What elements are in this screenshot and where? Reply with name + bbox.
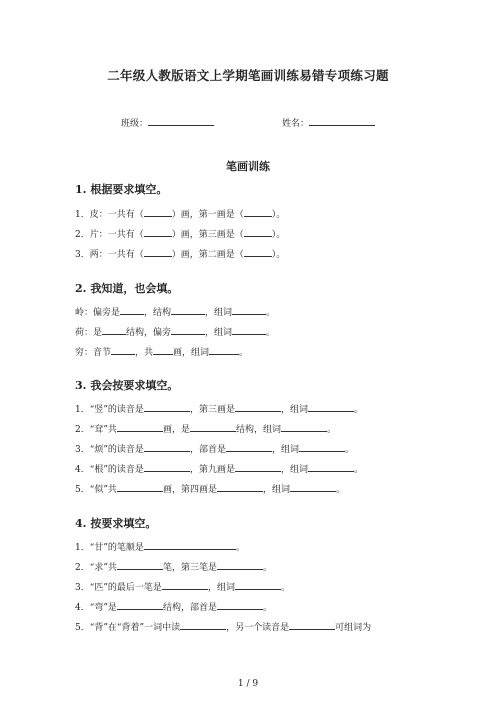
answer-blank[interactable]: [144, 463, 190, 472]
text: 4．“根”的读音是: [75, 465, 144, 475]
text: 。: [235, 543, 245, 553]
text: 。: [353, 405, 363, 415]
text: 3．“匹”的最后一笔是: [75, 583, 162, 593]
text: 。: [262, 563, 272, 573]
text: ，组词: [271, 445, 299, 455]
class-blank[interactable]: [148, 116, 214, 126]
text: ，第九画是: [189, 465, 235, 475]
text: 结构，偏旁: [126, 328, 172, 338]
answer-blank[interactable]: [232, 326, 266, 335]
text: 1．皮：一共有（: [75, 210, 144, 220]
q1-line: [75, 247, 285, 260]
answer-blank[interactable]: [244, 248, 272, 257]
class-label: 班级：: [121, 119, 149, 129]
q3-line: [75, 422, 336, 435]
answer-blank[interactable]: [190, 423, 236, 432]
answer-blank[interactable]: [144, 228, 172, 237]
text: 1．“竖”的读音是: [75, 405, 144, 415]
q1-line: [75, 207, 285, 220]
answer-blank[interactable]: [117, 601, 163, 610]
answer-blank[interactable]: [144, 208, 172, 217]
answer-blank[interactable]: [144, 443, 190, 452]
text: ，组词: [207, 583, 235, 593]
text: ）。: [271, 210, 286, 220]
answer-blank[interactable]: [244, 208, 272, 217]
page-number: 1 / 9: [237, 679, 259, 689]
text: ，结构: [144, 308, 172, 318]
answer-blank[interactable]: [235, 463, 281, 472]
answer-blank[interactable]: [120, 306, 144, 315]
answer-blank[interactable]: [308, 403, 354, 412]
answer-blank[interactable]: [299, 443, 345, 452]
answer-blank[interactable]: [117, 423, 163, 432]
text: 结构，组词: [235, 425, 281, 435]
answer-blank[interactable]: [235, 403, 281, 412]
text: 。: [266, 308, 276, 318]
q3-line: [75, 442, 354, 455]
text: 5．“背”在“背着”一词中读: [75, 623, 181, 633]
text: 结构，部首是: [162, 603, 217, 613]
text: 荷：是: [75, 328, 103, 338]
text: 。: [335, 485, 345, 495]
answer-blank[interactable]: [144, 403, 190, 412]
text: 。: [280, 583, 290, 593]
text: 1．“甘”的笔顺是: [75, 543, 144, 553]
text: 画，组词: [173, 348, 210, 358]
text: ，第三画是: [189, 405, 235, 415]
text: 。: [262, 603, 272, 613]
text: ）。: [271, 230, 286, 240]
name-label: 姓名：: [282, 119, 310, 129]
q4-heading: 4. 按要求填空。: [75, 517, 157, 530]
text: 2．片：一共有（: [75, 230, 144, 240]
name-field: [282, 116, 375, 129]
text: 画，是: [162, 425, 190, 435]
text: 5．“似”共: [75, 485, 117, 495]
text: ，组词: [205, 328, 233, 338]
q2-line: [75, 345, 248, 358]
text: ，组词: [280, 405, 308, 415]
section-title: 笔画训练: [226, 160, 270, 173]
q2-line: [75, 305, 275, 318]
text: ）。: [271, 250, 286, 260]
class-field: [121, 116, 214, 129]
q4-line: [75, 620, 371, 633]
q3-line: [75, 482, 345, 495]
q4-line: [75, 560, 272, 573]
text: ，组词: [262, 485, 290, 495]
answer-blank[interactable]: [111, 346, 135, 355]
answer-blank[interactable]: [144, 541, 236, 550]
answer-blank[interactable]: [117, 483, 163, 492]
text: 画，第四画是: [162, 485, 217, 495]
answer-blank[interactable]: [226, 443, 272, 452]
text: ）画，第一画是（: [171, 210, 244, 220]
answer-blank[interactable]: [244, 228, 272, 237]
answer-blank[interactable]: [281, 423, 327, 432]
q1-line: [75, 227, 285, 240]
text: 。: [239, 348, 249, 358]
text: 4．“弯”是: [75, 603, 117, 613]
answer-blank[interactable]: [290, 483, 336, 492]
text: ，组词: [205, 308, 233, 318]
answer-blank[interactable]: [117, 561, 163, 570]
answer-blank[interactable]: [144, 248, 172, 257]
q1-heading: 1. 根据要求填空。: [75, 183, 168, 196]
answer-blank[interactable]: [232, 306, 266, 315]
answer-blank[interactable]: [308, 463, 354, 472]
text: 穷：音节: [75, 348, 112, 358]
text: 3．“烦”的读音是: [75, 445, 144, 455]
q3-line: [75, 402, 363, 415]
answer-blank[interactable]: [102, 326, 126, 335]
q4-line: [75, 580, 290, 593]
text: 可组词为: [335, 623, 372, 633]
text: 3．两：一共有（: [75, 250, 144, 260]
answer-blank[interactable]: [217, 601, 263, 610]
text: 。: [344, 445, 354, 455]
q2-line: [75, 325, 275, 338]
answer-blank[interactable]: [217, 483, 263, 492]
text: ）画，第二画是（: [171, 250, 244, 260]
page-title: 二年级人教版语文上学期笔画训练易错专项练习题: [107, 68, 389, 83]
answer-blank[interactable]: [153, 346, 173, 355]
text: ，共: [135, 348, 154, 358]
answer-blank[interactable]: [171, 306, 205, 315]
answer-blank[interactable]: [162, 581, 208, 590]
answer-blank[interactable]: [235, 581, 281, 590]
q3-heading: 3. 我会按要求填空。: [75, 379, 179, 392]
text: 2．“求”共: [75, 563, 117, 573]
answer-blank[interactable]: [289, 621, 335, 630]
text: 。: [326, 425, 336, 435]
text: 笔，第三笔是: [162, 563, 217, 573]
text: ）画，第三画是（: [171, 230, 244, 240]
q4-line: [75, 600, 272, 613]
answer-blank[interactable]: [217, 561, 263, 570]
text: 岭：偏旁是: [75, 308, 121, 318]
text: 。: [353, 465, 363, 475]
q4-line: [75, 540, 245, 553]
text: ，组词: [280, 465, 308, 475]
q2-heading: 2. 我知道，也会填。: [75, 282, 179, 295]
text: ，另一个读音是: [226, 623, 290, 633]
text: ，部首是: [189, 445, 226, 455]
q3-line: [75, 462, 363, 475]
answer-blank[interactable]: [209, 346, 239, 355]
text: 。: [266, 328, 276, 338]
text: 2．“耷”共: [75, 425, 117, 435]
name-blank[interactable]: [309, 116, 375, 126]
answer-blank[interactable]: [171, 326, 205, 335]
answer-blank[interactable]: [180, 621, 226, 630]
